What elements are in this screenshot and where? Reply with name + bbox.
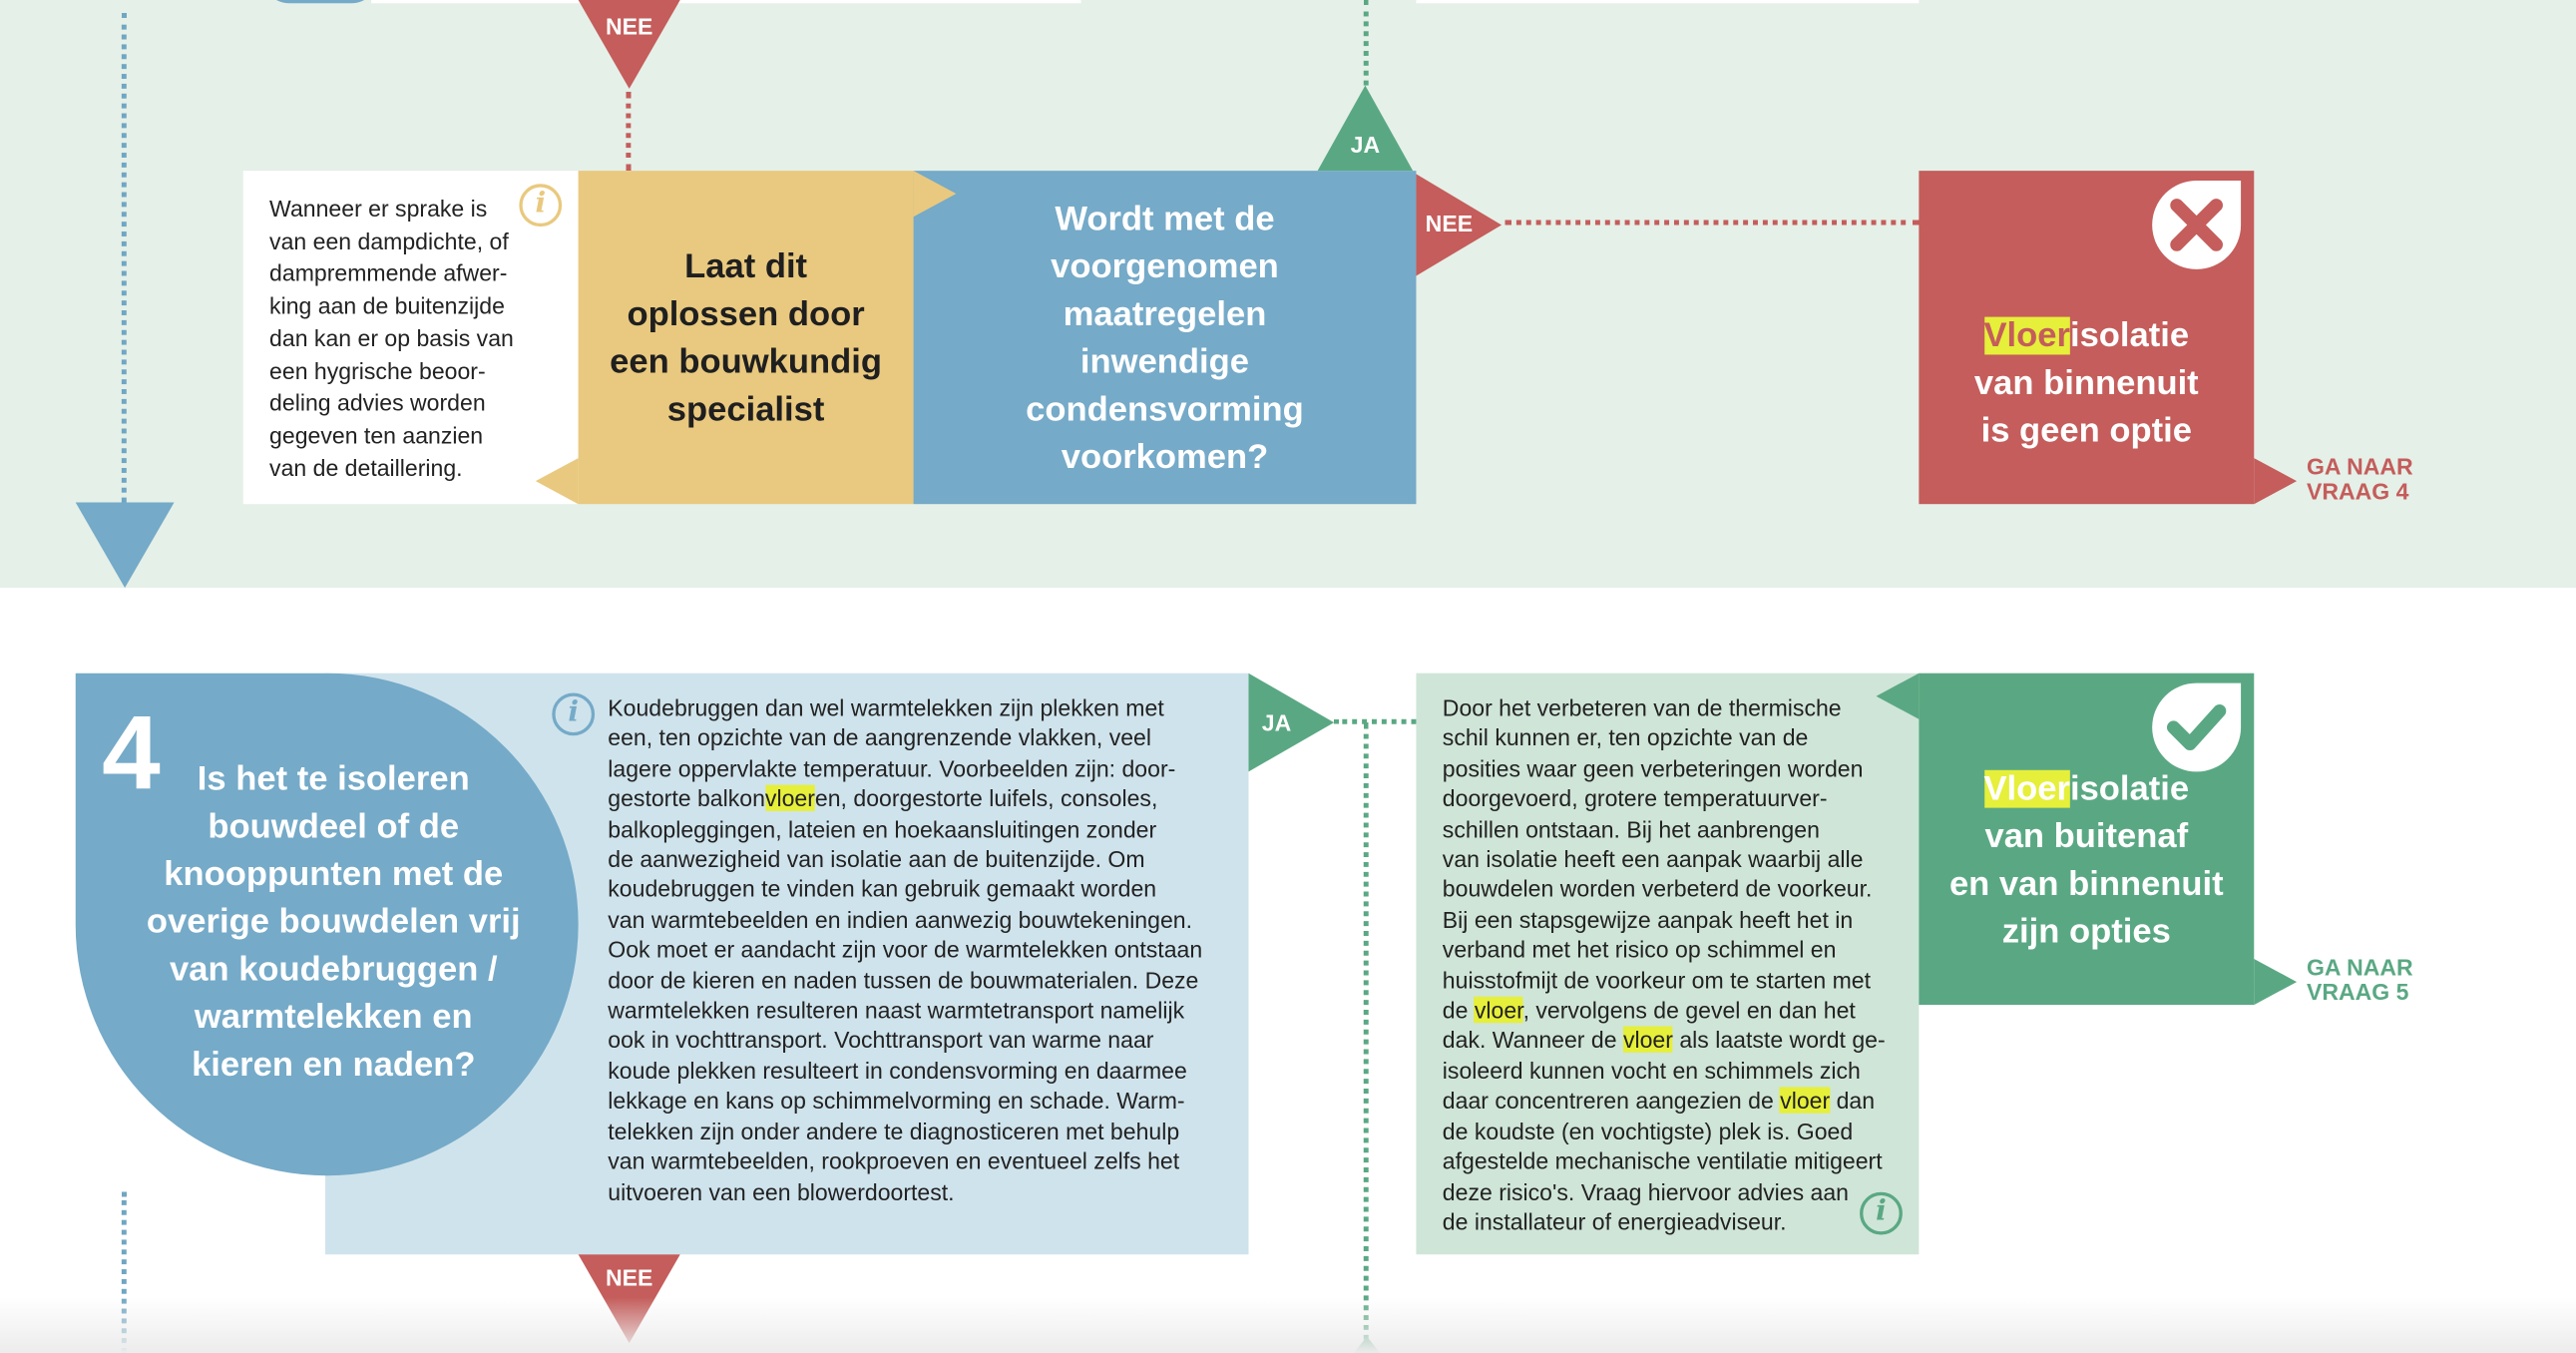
info-line bbox=[608, 1146, 1248, 1176]
info-line bbox=[608, 1116, 1248, 1145]
advice-line bbox=[1443, 1026, 1920, 1056]
question-line: voorgenomen bbox=[1051, 246, 1279, 285]
previous-box-edge bbox=[670, 0, 1081, 3]
goto-line: GA NAAR bbox=[2306, 954, 2413, 981]
info-icon: i bbox=[1860, 1192, 1903, 1235]
highlight: Vloer bbox=[1983, 316, 2070, 355]
advice-line bbox=[1443, 753, 1920, 783]
question-line: maatregelen bbox=[1063, 294, 1267, 333]
info-line bbox=[608, 1026, 1248, 1056]
text-run: uitvoeren van een blowerdoortest. bbox=[608, 1177, 955, 1205]
text-run: Ook moet er aandacht zijn voor de warmtelekken ontstaan bbox=[608, 936, 1203, 963]
action-line: oplossen door bbox=[627, 294, 865, 333]
text-run: Bij een stapsgewijze aanpak heeft het in bbox=[1442, 906, 1854, 933]
check-shield-icon bbox=[2152, 683, 2241, 772]
nee-label-right: NEE bbox=[1425, 210, 1474, 236]
text-run: en, doorgestorte luifels, consoles, bbox=[814, 784, 1158, 812]
goto-arrow-green bbox=[2254, 959, 2297, 1005]
note-line: king aan de buitenzijde bbox=[269, 292, 505, 319]
goto-question-5[interactable] bbox=[2307, 956, 2413, 1005]
info-line bbox=[608, 723, 1248, 753]
cross-shield-icon bbox=[2152, 181, 2241, 269]
question-line: condensvorming bbox=[1026, 389, 1304, 428]
action-line: specialist bbox=[666, 389, 825, 428]
goto-arrow-red bbox=[2254, 458, 2297, 504]
goto-line: VRAAG 4 bbox=[2306, 477, 2409, 505]
text-run: koude plekken resulteert in condensvorming en daarmee bbox=[608, 1057, 1187, 1084]
text-run: telekken zijn onder andere te diagnosticeren met behulp bbox=[608, 1118, 1180, 1144]
advice-line bbox=[1443, 692, 1920, 722]
advice-line bbox=[1443, 1176, 1920, 1206]
text-run: isoleerd kunnen vocht en schimmels zich bbox=[1442, 1057, 1861, 1084]
text-run: als laatste wordt ge- bbox=[1672, 1027, 1886, 1054]
bottom-shadow bbox=[0, 1297, 2576, 1353]
note-line: deling advies worden bbox=[269, 389, 486, 416]
question-4-shape bbox=[76, 674, 579, 1176]
text-run: lekkage en kans op schimmelvorming en schade. Warm- bbox=[608, 1087, 1185, 1115]
text-run: verband met het risico op schimmel en bbox=[1442, 936, 1837, 963]
advice-line bbox=[1443, 1056, 1920, 1086]
text-run: Door het verbeteren van de thermische bbox=[1442, 694, 1842, 721]
question-line: Wordt met de bbox=[1055, 199, 1275, 237]
advice-line bbox=[1443, 1146, 1920, 1176]
result-line: van buitenaf bbox=[1984, 817, 2189, 856]
result-line bbox=[1919, 312, 2254, 360]
goto-line: GA NAAR bbox=[2306, 453, 2413, 480]
action-box-notch-left bbox=[536, 458, 579, 504]
goto-line: VRAAG 5 bbox=[2306, 978, 2409, 1006]
text-run: de installateur of energieadviseur. bbox=[1442, 1208, 1787, 1235]
question-box bbox=[914, 171, 1417, 504]
info-line bbox=[608, 783, 1248, 813]
info-line bbox=[608, 753, 1248, 783]
result-line: van binnenuit bbox=[1973, 364, 2199, 403]
advice-line bbox=[1443, 1206, 1920, 1236]
result-line: en van binnenuit bbox=[1948, 865, 2224, 904]
advice-line bbox=[1443, 935, 1920, 965]
action-box bbox=[579, 171, 914, 504]
ja-arrow-up bbox=[1318, 86, 1414, 172]
question-line: overige bouwdelen vrij bbox=[146, 903, 521, 941]
goto-question-4[interactable] bbox=[2307, 455, 2413, 504]
text-run: lagere oppervlakte temperatuur. Voorbeelden zijn: door- bbox=[608, 754, 1176, 781]
highlight: vloer bbox=[1622, 1027, 1673, 1054]
advice-line bbox=[1443, 723, 1920, 753]
text-run: door de kieren en naden tussen de bouwmaterialen. Deze bbox=[608, 966, 1199, 994]
text-run: schillen ontstaan. Bij het aanbrengen bbox=[1442, 815, 1820, 842]
action-line: Laat dit bbox=[684, 246, 808, 285]
previous-box-edge bbox=[1416, 0, 1919, 3]
text-run: van isolatie heeft een aanpak waarbij alle bbox=[1442, 845, 1864, 872]
result-text: isolatie bbox=[2069, 769, 2190, 808]
info-icon: i bbox=[519, 184, 562, 226]
ja-label-right: JA bbox=[1261, 708, 1292, 736]
note-line: een hygrische beoor- bbox=[269, 356, 486, 384]
nee-connector bbox=[626, 92, 631, 171]
text-run: de aanwezigheid van isolatie aan de buitenzijde. Om bbox=[608, 845, 1145, 872]
question-line: warmtelekken en bbox=[194, 998, 473, 1037]
previous-box-edge bbox=[371, 0, 588, 3]
text-run: , vervolgens de gevel en dan het bbox=[1522, 996, 1856, 1024]
nee-label-bottom: NEE bbox=[605, 1264, 653, 1291]
advice-line bbox=[1443, 874, 1920, 904]
action-box-notch-overlay bbox=[914, 171, 957, 217]
highlight: Vloer bbox=[1983, 769, 2070, 808]
info-line bbox=[608, 1056, 1248, 1086]
nee-connector-right bbox=[1504, 221, 1919, 226]
info-line bbox=[608, 844, 1248, 874]
advice-text bbox=[1443, 692, 1920, 1236]
question-line: voorkomen? bbox=[1061, 437, 1269, 476]
result-text: isolatie bbox=[2069, 316, 2190, 355]
text-run: doorgevoerd, grotere temperatuurver- bbox=[1442, 784, 1828, 812]
question-line: bouwdeel of de bbox=[208, 807, 460, 846]
note-line: van de detaillering. bbox=[269, 454, 463, 481]
info-icon: i bbox=[552, 692, 595, 735]
down-arrow-to-q4 bbox=[76, 503, 175, 589]
note-line: gegeven ten aanzien bbox=[269, 421, 484, 449]
question-line: kieren en naden? bbox=[192, 1046, 476, 1085]
info-line bbox=[608, 935, 1248, 965]
text-run: warmtelekken resulteren naast warmtetransport namelijk bbox=[608, 996, 1185, 1024]
question-line: van koudebruggen / bbox=[169, 950, 498, 989]
text-run: afgestelde mechanische ventilatie mitigeert bbox=[1442, 1147, 1883, 1174]
text-run: van warmtebeelden en indien aanwezig bouwtekeningen. bbox=[608, 906, 1193, 933]
advice-line bbox=[1443, 1116, 1920, 1145]
advice-notch bbox=[1877, 674, 1920, 719]
text-run: Koudebruggen dan wel warmtelekken zijn plekken met bbox=[608, 694, 1164, 721]
highlight: vloer bbox=[764, 784, 815, 812]
info-line bbox=[608, 814, 1248, 844]
info-line bbox=[608, 904, 1248, 934]
text-run: de koudste (en vochtigste) plek is. Goed bbox=[1442, 1118, 1854, 1144]
advice-line bbox=[1443, 844, 1920, 874]
question-line: knooppunten met de bbox=[164, 855, 504, 894]
left-connector bbox=[122, 13, 127, 502]
question-number: 4 bbox=[102, 692, 161, 811]
question-4-text bbox=[112, 755, 556, 1089]
text-run: daar concentreren aangezien de bbox=[1442, 1087, 1781, 1115]
advice-line bbox=[1443, 965, 1920, 995]
highlight: vloer bbox=[1780, 1087, 1831, 1115]
info-line bbox=[608, 995, 1248, 1025]
question-line: inwendige bbox=[1079, 342, 1250, 380]
nee-label: NEE bbox=[605, 13, 653, 40]
text-run: van warmtebeelden, rookproeven en eventueel zelfs het bbox=[608, 1147, 1180, 1174]
text-run: koudebruggen te vinden kan gebruik gemaakt worden bbox=[608, 875, 1157, 903]
ja-connector-down bbox=[1364, 722, 1369, 1353]
info-line bbox=[608, 1086, 1248, 1116]
text-run: gestorte balkon bbox=[608, 784, 765, 812]
advice-line bbox=[1443, 1086, 1920, 1116]
note-line: van een dampdichte, of bbox=[269, 227, 509, 254]
text-run: een, ten opzichte van de aangrenzende vlakken, veel bbox=[608, 724, 1152, 751]
info-line bbox=[608, 692, 1248, 722]
result-line bbox=[1919, 765, 2254, 813]
text-run: dak. Wanneer de bbox=[1442, 1027, 1623, 1054]
ja-label: JA bbox=[1350, 131, 1381, 158]
advice-line bbox=[1443, 904, 1920, 934]
advice-line bbox=[1443, 783, 1920, 813]
info-line bbox=[608, 965, 1248, 995]
info-line bbox=[608, 874, 1248, 904]
text-run: balkopleggingen, lateien en hoekaansluitingen zonder bbox=[608, 815, 1157, 842]
info-text bbox=[608, 692, 1248, 1206]
note-line: dampremmende afwer- bbox=[269, 259, 508, 287]
text-run: bouwdelen worden verbeterd de voorkeur. bbox=[1442, 875, 1873, 903]
text-run: schil kunnen er, ten opzichte van de bbox=[1442, 724, 1809, 751]
text-run: deze risico's. Vraag hiervoor advies aan bbox=[1442, 1177, 1850, 1205]
question-line: Is het te isoleren bbox=[197, 759, 470, 798]
action-line: een bouwkundig bbox=[610, 342, 882, 380]
text-run: huisstofmijt de voorkeur om te starten met bbox=[1442, 966, 1872, 994]
note-line: dan kan er op basis van bbox=[269, 324, 514, 351]
advice-line bbox=[1443, 814, 1920, 844]
highlight: vloer bbox=[1474, 996, 1523, 1024]
ja-connector-right bbox=[1334, 719, 1416, 724]
text-run: de bbox=[1442, 996, 1475, 1024]
result-line: zijn opties bbox=[2001, 912, 2171, 951]
info-line bbox=[608, 1176, 1248, 1206]
note-line: Wanneer er sprake is bbox=[269, 195, 488, 223]
text-run: posities waar geen verbeteringen worden bbox=[1442, 754, 1864, 781]
result-line: is geen optie bbox=[1980, 412, 2192, 450]
text-run: dan bbox=[1830, 1087, 1876, 1115]
advice-line bbox=[1443, 995, 1920, 1025]
ja-connector bbox=[1364, 0, 1369, 86]
text-run: ook in vochttransport. Vochttransport van warme naar bbox=[608, 1027, 1154, 1054]
